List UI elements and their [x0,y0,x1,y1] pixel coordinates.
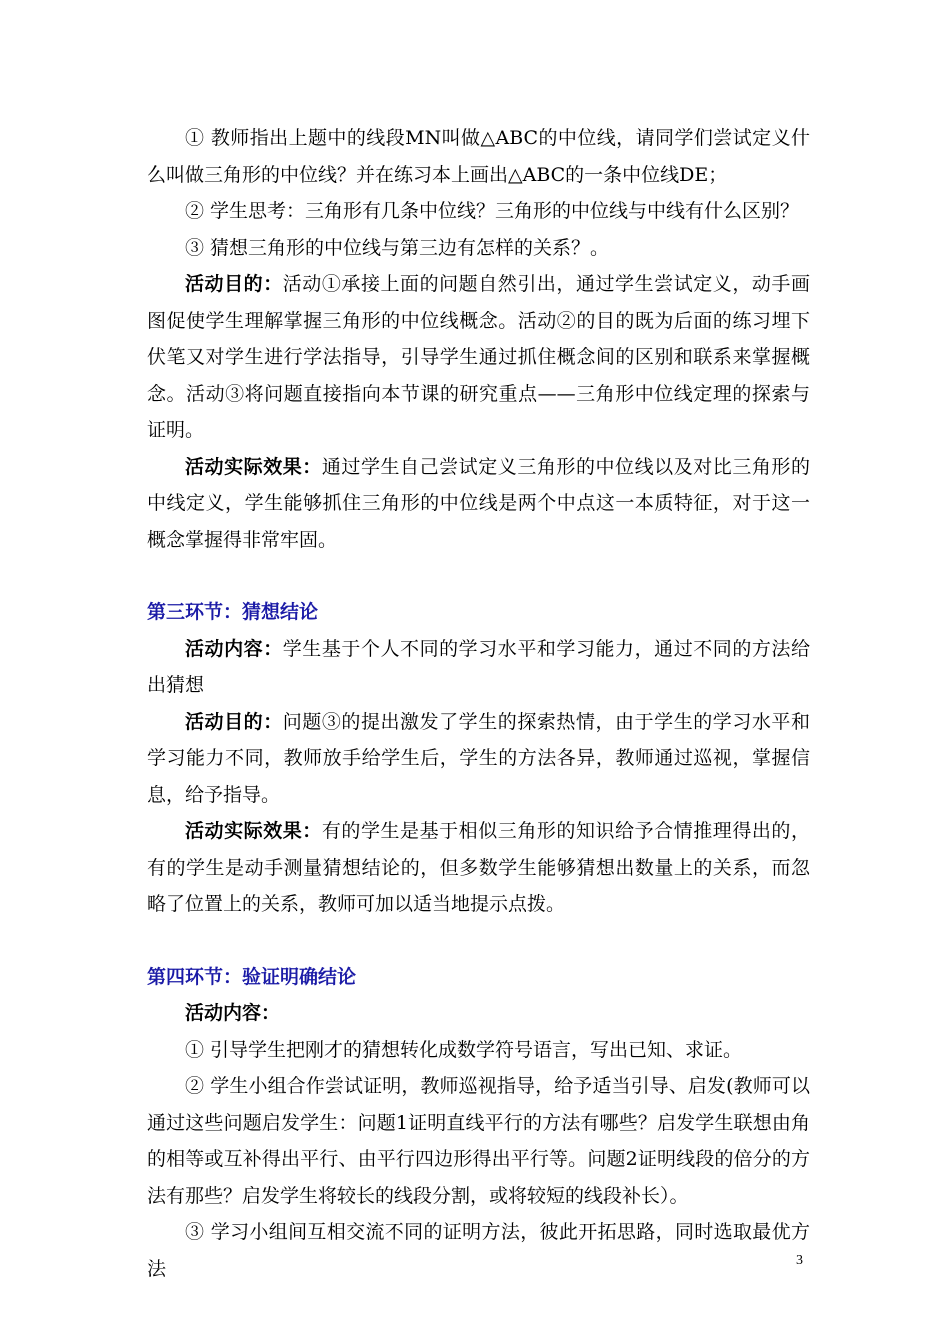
paragraph-activity-goal [147,266,810,449]
section-3-goal [147,704,810,814]
section-4-content-label: 活动内容： [185,1002,281,1024]
activity-goal-label: 活动目的： [185,273,283,295]
section-3-content [147,631,810,704]
paragraph-question-count: ② 学生思考：三角形有几条中位线？三角形的中位线与中线有什么区别？ [185,200,800,222]
section-4-item-2: ② 学生小组合作尝试证明，教师巡视指导，给予适当引导、启发(教师可以通过这些问题启发学生：问题1证明直线平行的方法有哪些？启发学生联想由角的相等或互补得出平行、由平行四边形得出平行等。问题2证明线段的倍分的方法有那些？启发学生将较长的线段分割，或将较短的线段补长）。 [147,1075,810,1207]
activity-effect-label: 活动实际效果： [185,455,322,478]
section-3-content-label: 活动内容： [185,637,283,660]
section-4-item-3: ③ 学习小组间互相交流不同的证明方法，彼此开拓思路，同时选取最优方法 [147,1221,810,1280]
activity-effect-text: 通过学生自己尝试定义三角形的中位线以及对比三角形的中线定义，学生能够抓住三角形的中位线是两个中点这一本质特征，对于这一概念掌握得非常牢固。 [147,455,810,551]
activity-goal-text: 活动①承接上面的问题自然引出，通过学生尝试定义，动手画图促使学生理解掌握三角形的中位线概念。活动②的目的既为后面的练习埋下伏笔又对学生进行学法指导，引导学生通过抓住概念间的区别和联系来掌握概念。活动③将问题直接指向本节课的研究重点——三角形中位线定理的探索与证明。 [147,273,810,441]
paragraph-conjecture-question: ③ 猜想三角形的中位线与第三边有怎样的关系？。 [185,236,610,259]
section-3-heading: 第三环节：猜想结论 [147,601,319,623]
paragraph-activity-effect [147,449,810,559]
document-body [147,120,810,1287]
section-3-goal-label: 活动目的： [185,710,283,733]
section-3-effect [147,813,810,923]
page-number: 3 [796,1253,803,1268]
section-4-heading: 第四环节：验证明确结论 [147,965,357,988]
section-3-effect-text: 有的学生是基于相似三角形的知识给予合情推理得出的，有的学生是动手测量猜想结论的，但多数学生能够猜想出数量上的关系，而忽略了位置上的关系，教师可加以适当地提示点拨。 [147,820,810,915]
section-4-item-1: ① 引导学生把刚才的猜想转化成数学符号语言，写出已知、求证。 [185,1038,743,1061]
section-3-content-text: 学生基于个人不同的学习水平和学习能力，通过不同的方法给出猜想 [147,637,810,696]
section-3-effect-label: 活动实际效果： [185,820,322,842]
section-3-goal-text: 问题③的提出激发了学生的探索热情，由于学生的学习水平和学习能力不同，教师放手给学生后，学生的方法各异，教师通过巡视，掌握信息，给予指导。 [147,710,810,806]
paragraph-definition: ① 教师指出上题中的线段MN叫做△ABC的中位线，请同学们尝试定义什么叫做三角形的中位线？并在练习本上画出△ABC的一条中位线DE； [147,127,810,186]
